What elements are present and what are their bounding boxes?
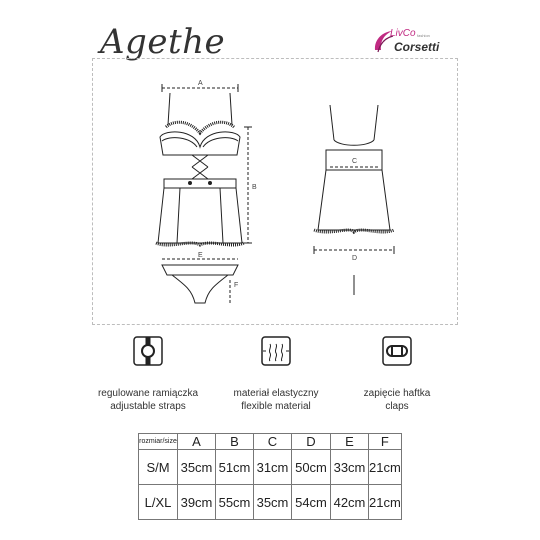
size-table-corner: rozmiar/size — [139, 434, 178, 450]
size-label: L/XL — [139, 485, 178, 520]
brand-tagline: fashion — [417, 33, 430, 38]
feature-label-pl: regulowane ramiączka — [97, 388, 199, 399]
column-header-e: E — [331, 434, 369, 450]
column-header-f: F — [369, 434, 402, 450]
table-cell: 55cm — [216, 485, 254, 520]
table-cell: 35cm — [178, 450, 216, 485]
table-cell: 31cm — [254, 450, 292, 485]
feature-label-en: claps — [385, 401, 409, 412]
column-header-a: A — [178, 434, 216, 450]
elastic-material-icon — [260, 335, 292, 367]
table-cell: 42cm — [331, 485, 369, 520]
column-header-d: D — [292, 434, 331, 450]
feature-label-pl: materiał elastyczny — [233, 388, 319, 399]
adjustable-strap-icon — [132, 335, 164, 367]
brand-name-top: LivCo — [390, 28, 416, 39]
column-header-b: B — [216, 434, 254, 450]
dimension-label-c: C — [352, 158, 358, 165]
feature-hook-claps — [327, 335, 467, 412]
table-cell: 35cm — [254, 485, 292, 520]
back-view-drawing — [300, 95, 410, 305]
dimension-label-e: E — [198, 252, 203, 259]
table-cell: 54cm — [292, 485, 331, 520]
dimension-label-d: D — [352, 255, 358, 262]
table-cell: 21cm — [369, 450, 402, 485]
brand-name-bottom: Corsetti — [394, 40, 440, 54]
size-table — [138, 433, 402, 520]
feature-flexible-material — [206, 335, 346, 412]
table-cell: 21cm — [369, 485, 402, 520]
table-row — [139, 485, 402, 520]
dimension-label-a: A — [198, 80, 203, 87]
feature-label-en: adjustable straps — [110, 401, 186, 412]
feature-label-en: flexible material — [241, 401, 311, 412]
table-cell: 51cm — [216, 450, 254, 485]
table-cell: 39cm — [178, 485, 216, 520]
dimension-label-b: B — [252, 184, 257, 191]
hook-clasp-icon — [381, 335, 413, 367]
feature-label-pl: zapięcie haftka — [363, 388, 431, 399]
table-cell: 33cm — [331, 450, 369, 485]
table-cell: 50cm — [292, 450, 331, 485]
front-view-drawing — [140, 75, 260, 320]
column-header-c: C — [254, 434, 292, 450]
dimension-label-f: F — [234, 282, 239, 289]
feature-adjustable-straps — [78, 335, 218, 412]
size-label: S/M — [139, 450, 178, 485]
table-row — [139, 450, 402, 485]
size-table-header — [139, 434, 402, 450]
product-title: Agethe — [100, 22, 226, 62]
